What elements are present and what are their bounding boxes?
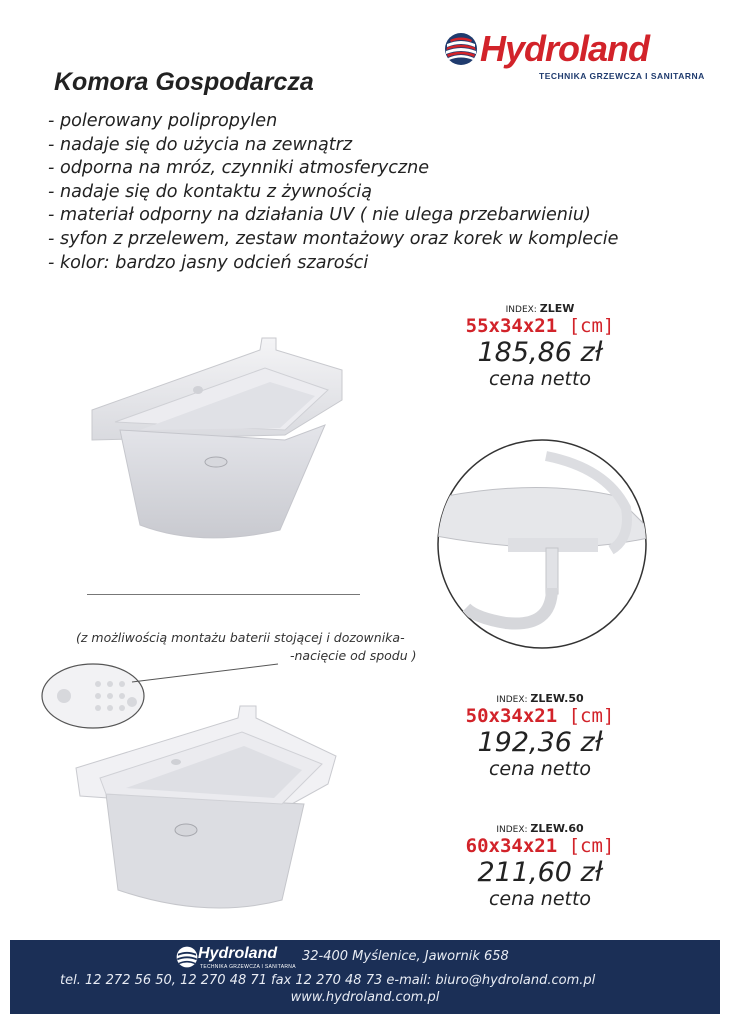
product-dimensions: 60x34x21 [cm]: [465, 835, 615, 857]
utility-sink-image: [80, 330, 350, 550]
feature-item: - kolor: bardzo jasny odcień szarości: [48, 252, 369, 273]
pointer-line: [130, 662, 280, 684]
divider: [87, 594, 360, 595]
hydroland-globe-logo-icon: [444, 32, 478, 66]
product-zlew-60: [440, 822, 640, 910]
note-line-2: -nacięcie od spodu ): [290, 648, 417, 663]
feature-item: - polerowany polipropylen: [48, 111, 278, 131]
feature-item: - materiał odporny na działania UV ( nie ulega przebarwieniu): [48, 205, 591, 226]
footer-contact: tel. 12 272 56 50, 12 270 48 71 fax 12 270 48 73 e-mail: biuro@hydroland.com.pl: [60, 973, 596, 988]
product-dimensions: 50x34x21 [cm]: [465, 705, 615, 727]
feature-item: - odporna na mróz, czynniki atmosferyczne: [48, 158, 430, 179]
product-index: INDEX: ZLEW.50: [496, 692, 584, 705]
product-price: 192,36 zł: [477, 727, 603, 758]
product-zlew: [440, 302, 640, 390]
footer-website: www.hydroland.com.pl: [290, 990, 440, 1005]
siphon-detail-image: [436, 438, 648, 650]
feature-item: - nadaje się do użycia na zewnątrz: [48, 134, 353, 155]
page-title: Komora Gospodarcza: [54, 68, 314, 96]
footer-brand-tagline: TECHNIKA GRZEWCZA I SANITARNA: [200, 964, 296, 970]
product-index: INDEX: ZLEW.60: [496, 822, 584, 835]
brand-tagline: TECHNIKA GRZEWCZA I SANITARNA: [539, 71, 705, 81]
brand-name: Hydroland: [480, 28, 650, 69]
feature-item: - syfon z przelewem, zestaw montażowy oraz korek w komplecie: [48, 228, 619, 249]
price-note: cena netto: [488, 888, 592, 910]
product-index: INDEX: ZLEW: [505, 302, 575, 315]
footer-brand-name: Hydroland: [198, 945, 278, 962]
price-note: cena netto: [488, 758, 592, 780]
price-note: cena netto: [488, 368, 592, 390]
feature-list: [48, 110, 619, 275]
product-zlew-50: [440, 692, 640, 780]
note-line-1: (z możliwością montażu baterii stojącej i dozownika-: [76, 630, 405, 645]
footer-globe-logo-icon: [176, 946, 198, 968]
product-price: 211,60 zł: [477, 857, 603, 888]
footer-address: 32-400 Myślenice, Jawornik 658: [302, 949, 509, 964]
feature-item: - nadaje się do kontaktu z żywnością: [48, 181, 373, 202]
utility-sink-image-2: [66, 700, 356, 922]
product-price: 185,86 zł: [477, 337, 603, 368]
product-dimensions: 55x34x21 [cm]: [465, 315, 615, 337]
